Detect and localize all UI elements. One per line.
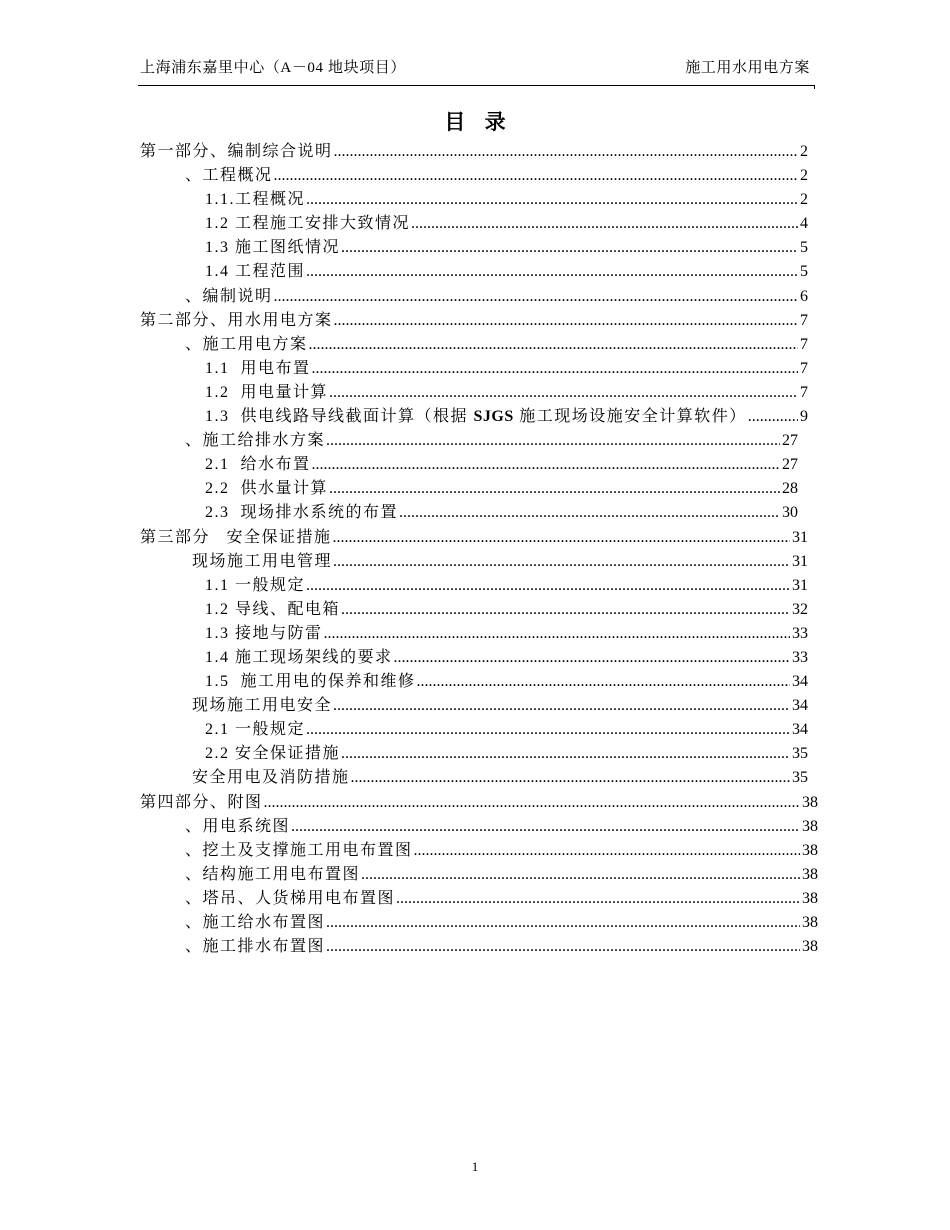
- toc-page-number: 31: [792, 552, 808, 570]
- toc-page-number: 38: [802, 914, 818, 931]
- toc-leader-dots: [324, 622, 790, 646]
- toc-leader-dots: [326, 935, 800, 959]
- toc-entry[interactable]: [0, 357, 808, 381]
- toc-leader-dots: [334, 140, 798, 164]
- toc-entry-title: 、用电系统图: [185, 817, 291, 835]
- toc-page-number: 38: [802, 817, 818, 835]
- toc-entry[interactable]: [0, 453, 798, 477]
- toc-page-number: 38: [802, 889, 818, 907]
- toc-entry[interactable]: [0, 815, 818, 839]
- toc-page-number: 4: [800, 215, 808, 233]
- toc-page-number: 28: [782, 480, 798, 498]
- toc-entry-title: 1.2 用电量计算: [205, 383, 329, 401]
- toc-entry-title-part: 1.3 供电线路导线截面计算（根据: [205, 408, 474, 426]
- toc-entry-title: 1.4 工程范围: [205, 263, 306, 281]
- toc-entry-title: 、施工给排水方案: [185, 432, 326, 450]
- toc-entry[interactable]: [0, 863, 818, 887]
- toc-entry[interactable]: [0, 285, 808, 309]
- toc-entry[interactable]: [0, 670, 808, 694]
- toc-leader-dots: [399, 501, 780, 525]
- toc-entry[interactable]: [0, 260, 808, 284]
- toc-page-number: 33: [792, 624, 808, 642]
- toc-page-number: 7: [800, 335, 808, 353]
- toc-page-number: 38: [802, 938, 818, 956]
- toc-leader-dots: [341, 598, 790, 622]
- toc-page-number: 27: [782, 432, 798, 450]
- toc-leader-dots: [394, 646, 790, 670]
- toc-page-number: 2: [800, 143, 808, 160]
- toc-page-number: 33: [792, 648, 808, 666]
- table-of-contents: [0, 140, 818, 959]
- toc-entry-title: 1.1.工程概况: [205, 191, 306, 209]
- toc-entry-title: 、施工排水布置图: [185, 938, 326, 956]
- toc-entry[interactable]: [0, 598, 808, 622]
- toc-entry-title: 2.2 供水量计算: [205, 480, 329, 498]
- toc-entry[interactable]: [0, 501, 798, 525]
- toc-page-number: 7: [800, 311, 808, 329]
- toc-page-number: 35: [792, 745, 808, 763]
- toc-leader-dots: [309, 333, 798, 357]
- toc-entry-title: 第四部分、附图: [140, 793, 263, 811]
- toc-page-number: 6: [800, 287, 808, 305]
- toc-entry[interactable]: [0, 646, 808, 670]
- toc-leader-dots: [351, 766, 790, 790]
- toc-leader-dots: [274, 164, 798, 188]
- toc-entry[interactable]: [0, 381, 808, 405]
- toc-entry[interactable]: [0, 935, 818, 959]
- toc-entry-title: 2.3 现场排水系统的布置: [205, 504, 399, 522]
- toc-entry[interactable]: [0, 839, 818, 863]
- toc-entry[interactable]: [0, 766, 808, 790]
- toc-leader-dots: [341, 236, 798, 260]
- toc-entry[interactable]: [0, 911, 818, 935]
- toc-entry[interactable]: [0, 477, 798, 501]
- toc-entry[interactable]: [0, 188, 808, 212]
- toc-entry[interactable]: [0, 405, 808, 429]
- toc-entry-title: 1.5 施工用电的保养和维修: [205, 673, 416, 691]
- toc-entry-title: 2.1 给水布置: [205, 456, 311, 474]
- toc-entry[interactable]: [0, 742, 808, 766]
- toc-page-number: 35: [792, 769, 808, 787]
- toc-page-number: 5: [800, 263, 808, 281]
- toc-entry-title: 第三部分 安全保证措施: [140, 528, 332, 546]
- toc-leader-dots: [264, 791, 800, 815]
- toc-page-number: 7: [800, 383, 808, 401]
- toc-page-number: 38: [802, 793, 818, 811]
- toc-leader-dots: [333, 526, 790, 550]
- toc-page-number: 38: [802, 865, 818, 883]
- toc-entry[interactable]: [0, 550, 808, 574]
- toc-leader-dots: [414, 839, 800, 863]
- toc-entry-title: 、施工给水布置图: [185, 914, 326, 931]
- toc-entry-title: 1.1 用电布置: [205, 359, 311, 377]
- toc-leader-dots: [326, 429, 780, 453]
- toc-leader-dots: [329, 477, 780, 501]
- toc-heading: 目 录: [444, 110, 506, 134]
- toc-leader-dots: [361, 863, 800, 887]
- toc-page-number: 32: [792, 600, 808, 618]
- toc-entry-title: 、塔吊、人货梯用电布置图: [185, 889, 396, 907]
- toc-leader-dots: [417, 670, 790, 694]
- toc-entry-title-part: 施工现场设施安全计算软件）: [513, 408, 747, 426]
- toc-page-number: 7: [800, 359, 808, 377]
- toc-leader-dots: [291, 815, 800, 839]
- toc-entry[interactable]: [0, 887, 818, 911]
- toc-leader-dots: [748, 405, 798, 429]
- toc-page-number: 34: [792, 697, 808, 715]
- toc-entry-title: 第一部分、编制综合说明: [140, 143, 333, 160]
- toc-entry-title: 、结构施工用电布置图: [185, 865, 361, 883]
- toc-leader-dots: [274, 285, 798, 309]
- toc-entry-title: 1.3 接地与防雷: [205, 624, 323, 642]
- toc-leader-dots: [334, 309, 798, 333]
- toc-entry[interactable]: [0, 574, 808, 598]
- toc-entry[interactable]: [0, 333, 808, 357]
- toc-leader-dots: [396, 887, 800, 911]
- toc-leader-dots: [341, 742, 790, 766]
- toc-entry-title: 2.1 一般规定: [205, 721, 306, 739]
- toc-entry-title-software-name: SJGS: [473, 408, 514, 426]
- toc-entry[interactable]: [0, 622, 808, 646]
- toc-leader-dots: [312, 357, 798, 381]
- toc-part-entry[interactable]: [0, 526, 808, 550]
- toc-page-number: 38: [802, 841, 818, 859]
- running-header-document-title: 施工用水用电方案: [685, 60, 810, 76]
- toc-entry[interactable]: [0, 212, 808, 236]
- toc-leader-dots: [333, 550, 790, 574]
- toc-entry-title: 、工程概况: [185, 167, 273, 185]
- page-number-footer: 1: [471, 1159, 479, 1174]
- header-rule: [138, 85, 815, 86]
- toc-leader-dots: [306, 188, 798, 212]
- toc-entry[interactable]: [0, 164, 808, 188]
- toc-entry[interactable]: [0, 429, 798, 453]
- toc-leader-dots: [326, 911, 800, 935]
- toc-part-entry[interactable]: [0, 140, 808, 164]
- toc-entry-title: 现场施工用电安全: [192, 697, 333, 715]
- toc-leader-dots: [411, 212, 798, 236]
- toc-part-entry[interactable]: [0, 791, 818, 815]
- toc-entry-title: 1.3 施工图纸情况: [205, 239, 341, 257]
- toc-page-number: 9: [800, 408, 808, 426]
- toc-entry-title: 1.4 施工现场架线的要求: [205, 648, 393, 666]
- toc-page-number: 5: [800, 239, 808, 257]
- toc-entry-title: 2.2 安全保证措施: [205, 745, 341, 763]
- toc-page-number: 34: [792, 673, 808, 691]
- toc-entry-title: 1.2 工程施工安排大致情况: [205, 215, 411, 233]
- header-rule-tick: [814, 86, 815, 89]
- toc-leader-dots: [329, 381, 798, 405]
- toc-entry-title: 、施工用电方案: [185, 335, 308, 353]
- toc-leader-dots: [306, 574, 790, 598]
- toc-entry-title: 第二部分、用水用电方案: [140, 311, 333, 329]
- toc-page-number: 27: [782, 456, 798, 474]
- toc-page-number: 31: [792, 576, 808, 594]
- toc-entry[interactable]: [0, 236, 808, 260]
- toc-leader-dots: [333, 694, 790, 718]
- toc-entry-title: 安全用电及消防措施: [192, 769, 350, 787]
- toc-leader-dots: [312, 453, 780, 477]
- toc-page-number: 31: [792, 528, 808, 546]
- toc-page-number: 34: [792, 721, 808, 739]
- toc-entry-title: 、编制说明: [185, 287, 273, 305]
- toc-entry-title: 1.1 一般规定: [205, 576, 306, 594]
- toc-entry[interactable]: [0, 694, 808, 718]
- toc-part-entry[interactable]: [0, 309, 808, 333]
- toc-page-number: 30: [782, 504, 798, 522]
- toc-leader-dots: [306, 718, 790, 742]
- toc-leader-dots: [306, 260, 798, 284]
- toc-entry-title: [205, 405, 747, 429]
- toc-entry-title: 现场施工用电管理: [192, 552, 333, 570]
- toc-entry-title: 1.2 导线、配电箱: [205, 600, 341, 618]
- toc-entry-title: 、挖土及支撑施工用电布置图: [185, 841, 413, 859]
- running-header-project: 上海浦东嘉里中心（A－04 地块项目）: [140, 60, 406, 76]
- toc-entry[interactable]: [0, 718, 808, 742]
- toc-page-number: 2: [800, 167, 808, 185]
- toc-page-number: 2: [800, 191, 808, 209]
